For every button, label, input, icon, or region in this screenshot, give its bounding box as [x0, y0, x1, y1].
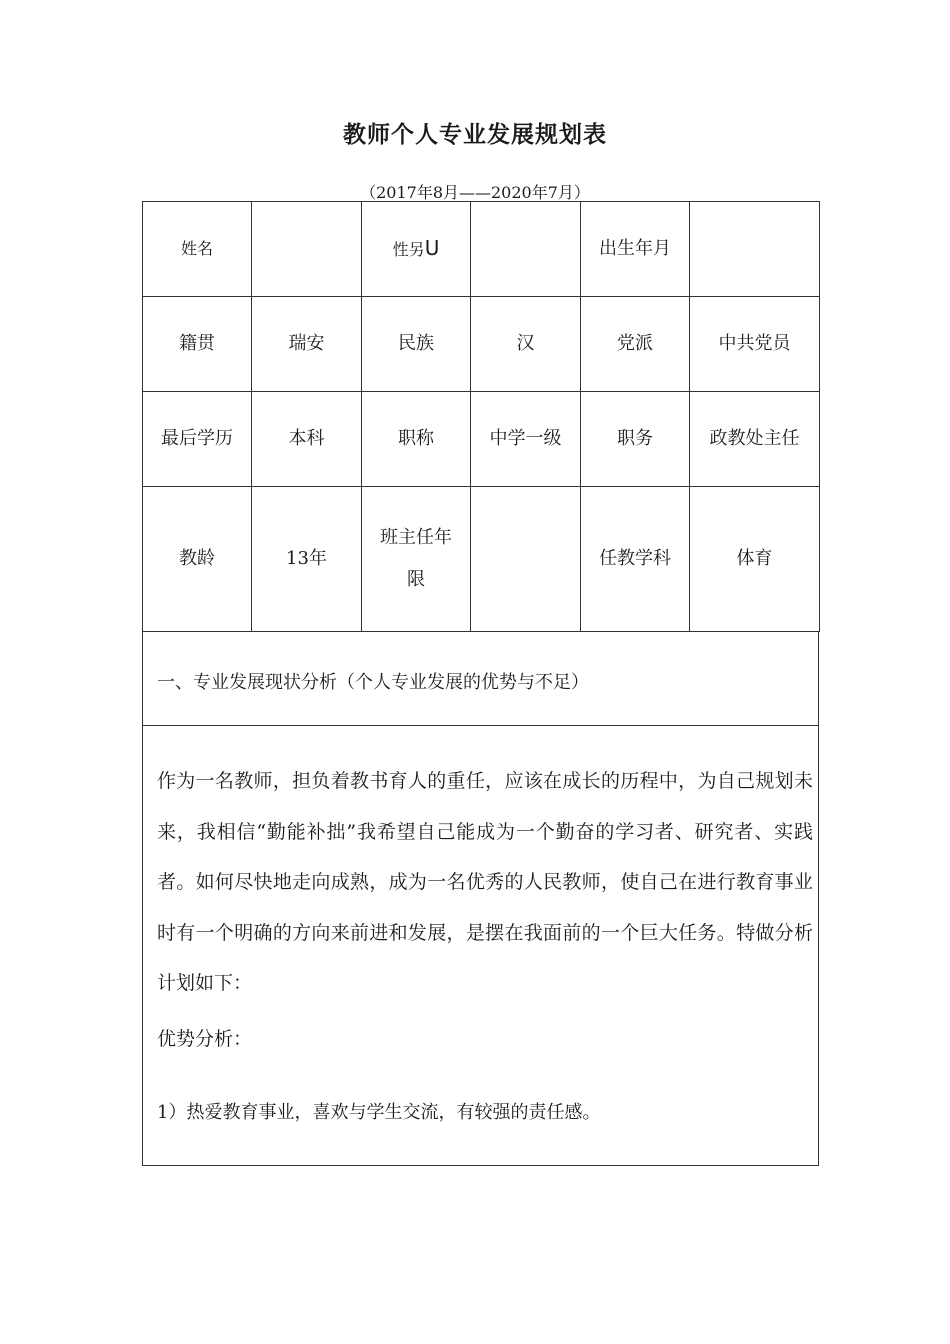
- birth-value: [690, 202, 820, 297]
- advantage-item: 1）热爱教育事业，喜欢与学生交流，有较强的责任感。: [157, 1102, 601, 1123]
- gender-label: 性另: [392, 240, 425, 259]
- gender-value: [471, 202, 581, 297]
- subject-label: 任教学科: [581, 487, 690, 632]
- teach-age-label: 教龄: [143, 487, 252, 632]
- headteacher-value: [471, 487, 581, 632]
- native-value: 瑞安: [252, 297, 362, 392]
- section-heading-box: [142, 632, 819, 726]
- birth-label: 出生年月: [581, 202, 690, 297]
- headteacher-label-line2: 限: [407, 569, 425, 590]
- native-label: 籍贯: [143, 297, 252, 392]
- page-title: 教师个人专业发展规划表: [343, 122, 607, 148]
- teach-age-value: 13年: [252, 487, 362, 632]
- headteacher-label-line1: 班主任年: [380, 527, 452, 548]
- gender-mark: U: [424, 236, 440, 260]
- gender-label-cell: [362, 202, 471, 297]
- edu-value: 本科: [252, 392, 362, 487]
- post-value: 政教处主任: [690, 392, 820, 487]
- ethnic-label: 民族: [362, 297, 471, 392]
- section-heading: 一、专业发展现状分析（个人专业发展的优势与不足）: [157, 672, 589, 693]
- title-value: 中学一级: [471, 392, 581, 487]
- table-row: [143, 297, 820, 392]
- analysis-paragraph: 作为一名教师，担负着教书育人的重任，应该在成长的历程中，为自己规划未来，我相信“勤能补拙”我希望自己能成为一个勤奋的学习者、研究者、实践者。如何尽快地走向成熟，成为一名优秀的人民教师，使自己在进行教育事业时有一个明确的方向来前进和发展，是摆在我面前的一个巨大任务。特做分析计划如下：: [157, 770, 813, 994]
- party-value: 中共党员: [690, 297, 820, 392]
- name-label: 姓名: [143, 202, 252, 297]
- name-value: [252, 202, 362, 297]
- date-range: （2017年8月——2020年7月）: [360, 183, 590, 202]
- advantage-label: 优势分析：: [157, 1028, 253, 1050]
- table-row: [143, 487, 820, 632]
- headteacher-label-cell: [362, 487, 471, 632]
- info-table: [142, 201, 820, 632]
- section-body-box: [142, 726, 819, 1166]
- post-label: 职务: [581, 392, 690, 487]
- party-label: 党派: [581, 297, 690, 392]
- title-label: 职称: [362, 392, 471, 487]
- edu-label: 最后学历: [143, 392, 252, 487]
- table-row: [143, 202, 820, 297]
- ethnic-value: 汉: [471, 297, 581, 392]
- table-row: [143, 392, 820, 487]
- subject-value: 体育: [690, 487, 820, 632]
